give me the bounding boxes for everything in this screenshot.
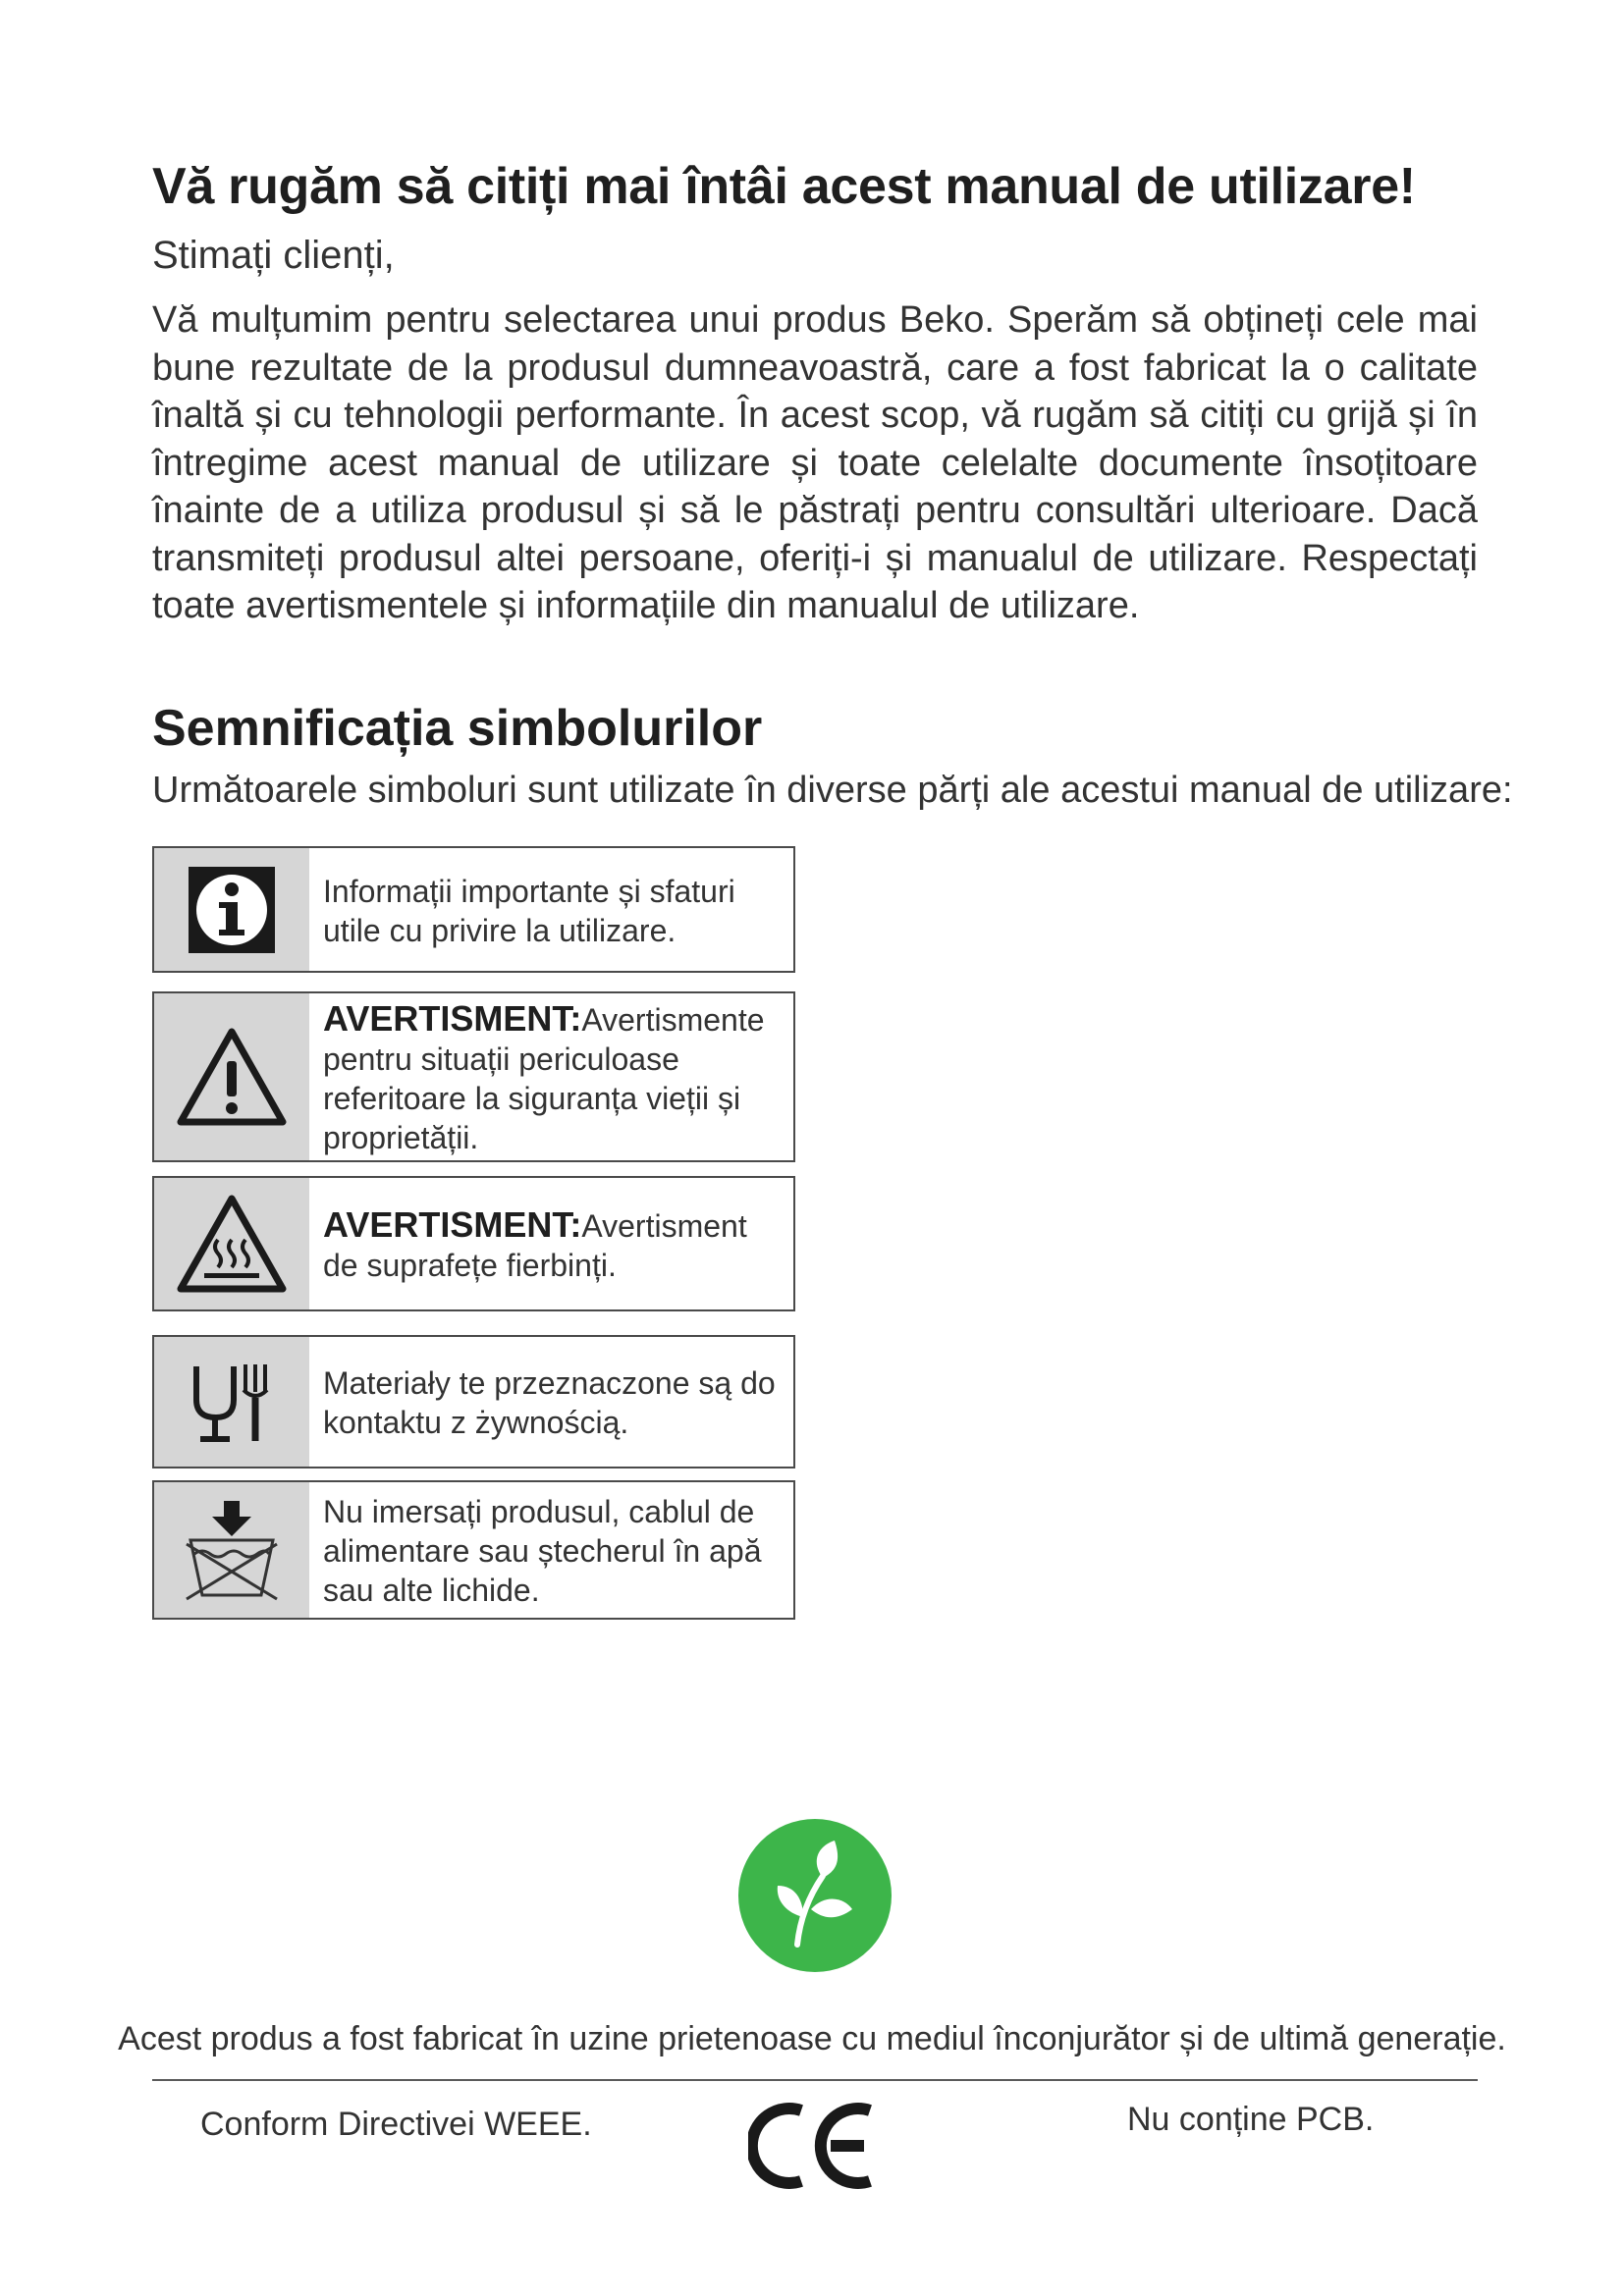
symbol-description: Materiały te przeznaczone są do kontaktu z żywnością. bbox=[323, 1365, 776, 1440]
symbol-description: Avertisment de suprafețe fierbinți. bbox=[323, 1207, 747, 1283]
eco-statement: Acest produs a fost fabricat în uzine prietenoase cu mediul înconjurător și de ultimă generație. bbox=[118, 2020, 1506, 2057]
leaf-icon bbox=[738, 1819, 892, 1977]
symbols-title: Semnificația simbolurilor bbox=[152, 700, 763, 757]
symbol-item-no-immersion bbox=[152, 1480, 795, 1620]
warning-icon bbox=[154, 993, 309, 1160]
symbol-text bbox=[309, 1178, 793, 1309]
symbol-label: AVERTISMENT: bbox=[323, 1203, 582, 1245]
weee-compliance: Conform Directivei WEEE. bbox=[200, 2106, 592, 2143]
symbols-subtitle: Următoarele simboluri sunt utilizate în diverse părți ale acestui manual de utilizare: bbox=[152, 770, 1513, 811]
page-title: Vă rugăm să citiți mai întâi acest manual de utilizare! bbox=[152, 158, 1416, 215]
symbol-item-info bbox=[152, 846, 795, 973]
footer-divider bbox=[152, 2079, 1478, 2081]
symbol-text bbox=[309, 1482, 793, 1618]
symbol-text bbox=[309, 848, 793, 971]
greeting: Stimați clienți, bbox=[152, 234, 395, 277]
symbol-description: Nu imersați produsul, cablul de alimentare sau ștecherul în apă sau alte lichide. bbox=[323, 1494, 762, 1608]
info-icon bbox=[154, 848, 309, 971]
hot-surface-icon bbox=[154, 1178, 309, 1309]
symbol-text bbox=[309, 1337, 793, 1467]
symbol-item-hot-surface bbox=[152, 1176, 795, 1311]
no-immersion-icon bbox=[154, 1482, 309, 1618]
pcb-statement: Nu conține PCB. bbox=[1127, 2101, 1375, 2138]
intro-paragraph: Vă mulțumim pentru selectarea unui produs Beko. Sperăm să obțineți cele mai bune rezultate de la produsul dumneavoastră, care a fost fabricat la o calitate înaltă și cu tehnologii performante. În acest scop, vă rugăm să citiți cu grijă și în întregime acest manual de utilizare și toate celelalte documente însoțitoare înainte de a utiliza produsul și să le păstrați pentru consultări ulterioare. Dacă transmiteți produsul altei persoane, oferiți-i și manualul de utilizare. Respectați toate avertismentele și informațiile din manualul de utilizare. bbox=[152, 299, 1478, 626]
ce-mark-icon bbox=[748, 2099, 880, 2198]
symbol-label: AVERTISMENT: bbox=[323, 997, 582, 1039]
symbol-text bbox=[309, 993, 793, 1160]
symbol-description: Avertismente pentru situații periculoase referitoare la siguranța vieții și proprietății. bbox=[323, 1001, 765, 1155]
symbol-item-food-contact bbox=[152, 1335, 795, 1468]
symbol-description: Informații importante și sfaturi utile cu privire la utilizare. bbox=[323, 873, 735, 948]
food-contact-icon bbox=[154, 1337, 309, 1467]
symbol-item-warning bbox=[152, 991, 795, 1162]
